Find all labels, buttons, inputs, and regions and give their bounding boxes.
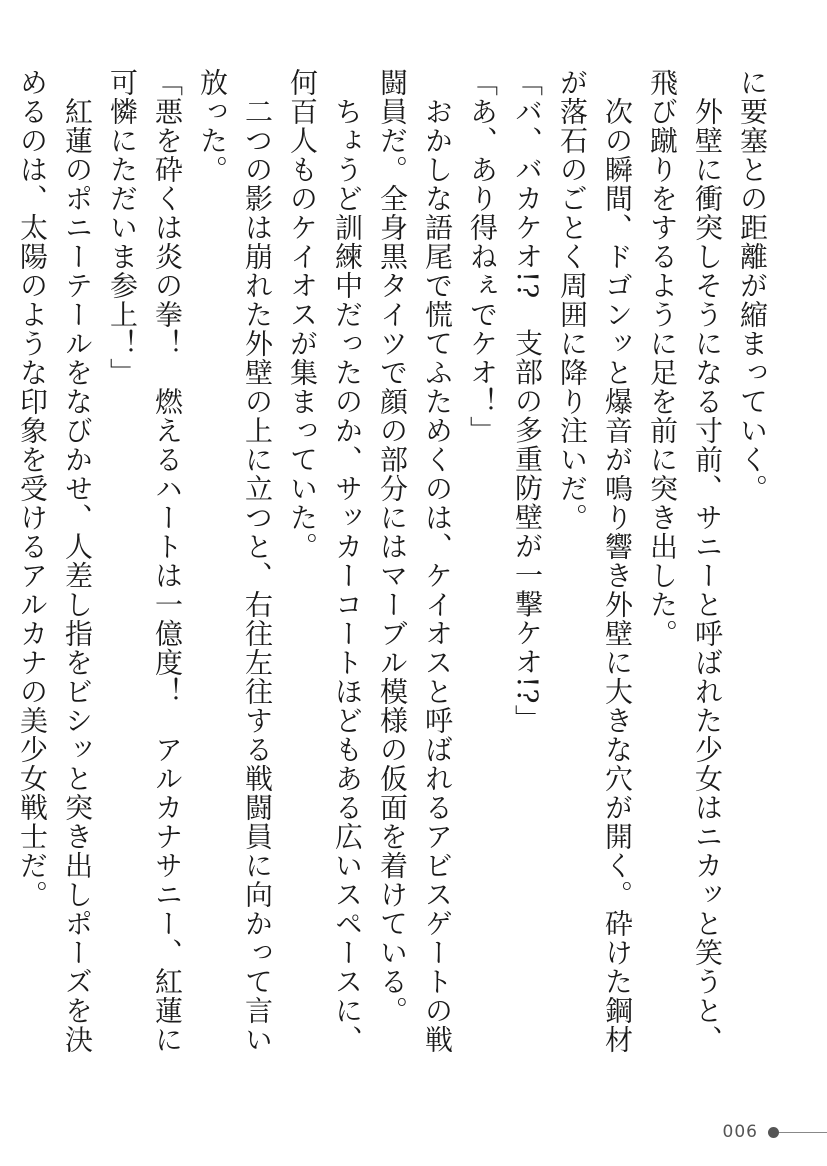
page-dot-icon — [768, 1127, 779, 1138]
paragraph-3: 次の瞬間、ドゴンッと爆音が鳴り響き外壁に大きな穴が開く。砕けた鋼材が落石のごとく周囲に降り注いだ。 — [556, 68, 634, 1054]
page-number: 006 — [722, 1122, 758, 1142]
paragraph-5: ちょうど訓練中だったのか、サッカーコートほどもある広いスペースに、何百人ものケイオスが集まっていた。 — [286, 68, 364, 1054]
dialogue-1: 「バ、バカケオ!? 支部の多重防壁が一撃ケオ!?」 — [511, 68, 544, 734]
paragraph-2: 外壁に衝突しそうになる寸前、サニーと呼ばれた少女はニカッと笑うと、飛び蹴りをするように足を前に突き出した。 — [646, 68, 724, 1054]
dialogue-2: 「あ、あり得ねぇでケオ！」 — [466, 68, 499, 445]
paragraph-4: おかしな語尾で慌てふためくのは、ケイオスと呼ばれるアビスゲートの戦闘員だ。全身黒タイツで顔の部分にはマーブル模様の仮面を着けている。 — [376, 68, 454, 1054]
paragraph-6: 二つの影は崩れた外壁の上に立つと、右往左往する戦闘員に向かって言い放った。 — [196, 68, 274, 1054]
paragraph-7: 紅蓮のポニーテールをなびかせ、人差し指をビシッと突き出しポーズを決めるのは、太陽のような印象を受けるアルカナの美少女戦士だ。 — [16, 68, 94, 1054]
page-footer — [723, 1120, 827, 1144]
vertical-text-body — [16, 68, 775, 1078]
paragraph-1: に要塞との距離が縮まっていく。 — [736, 68, 769, 503]
dialogue-3: 「悪を砕くは炎の拳！ 燃えるハートは一億度！ アルカナサニー、紅蓮に可憐にただいま参上！」 — [106, 68, 184, 1054]
footer-rule — [779, 1132, 827, 1133]
